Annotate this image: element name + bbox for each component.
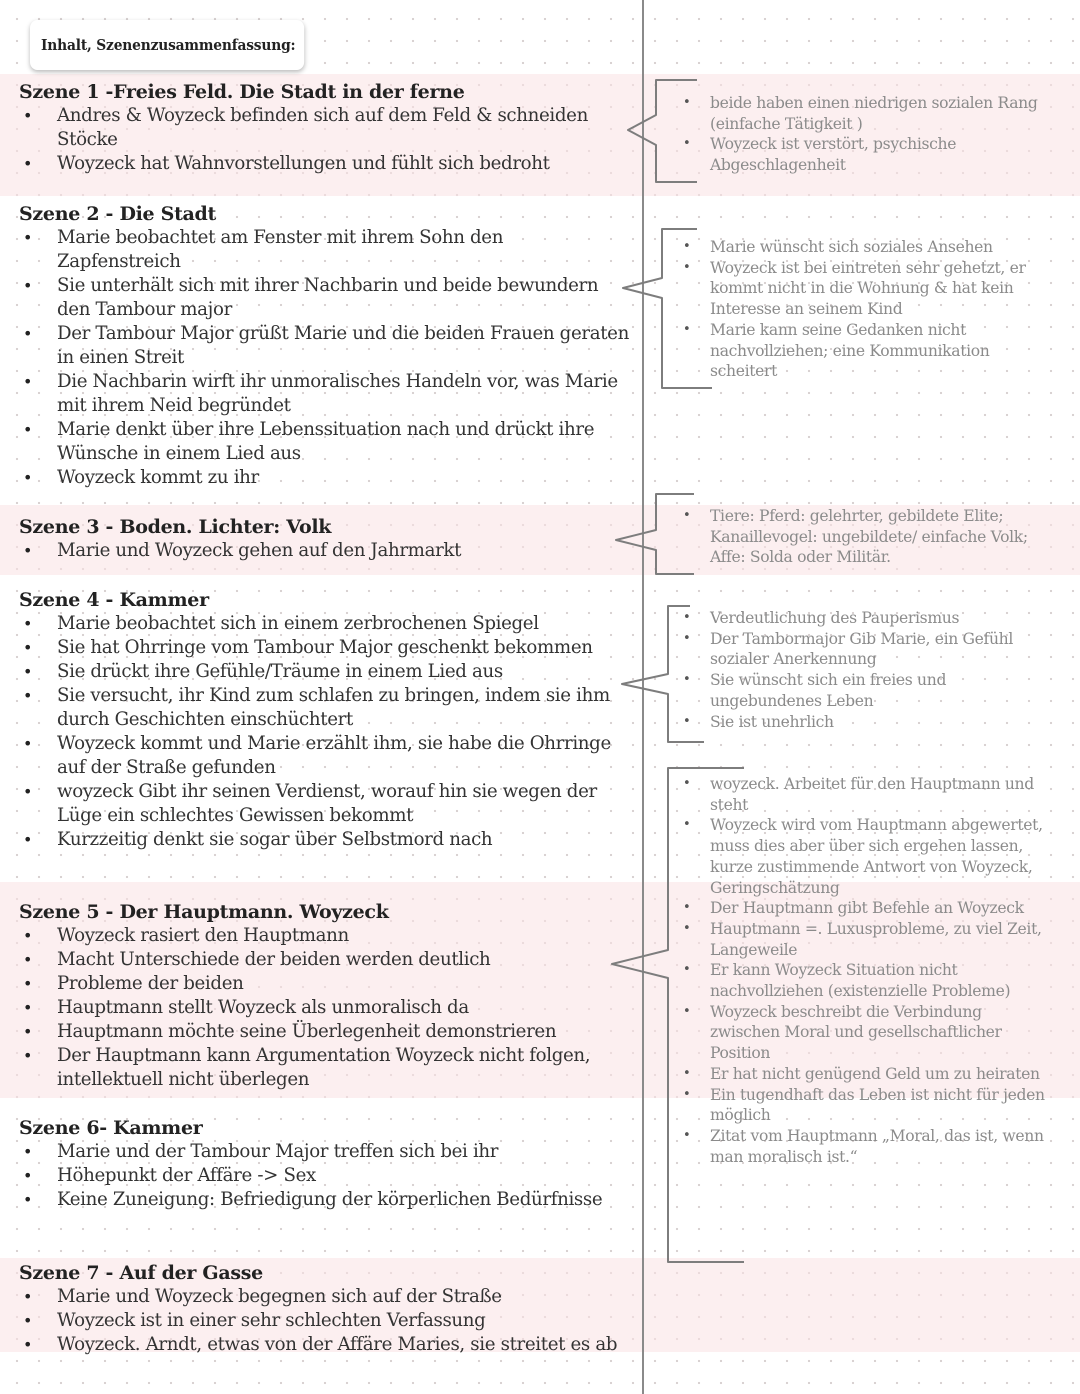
list-item: • woyzeck. Arbeitet für den Hauptmann und steht	[683, 774, 1055, 815]
list-item: • Sie drückt ihre Gefühle/Träume in einem Lied aus	[19, 660, 631, 684]
note-item-list	[683, 774, 1055, 1167]
note-scene-2	[683, 237, 1055, 382]
list-item: • Probleme der beiden	[19, 972, 631, 996]
list-item: • Woyzeck hat Wahnvorstellungen und fühlt sich bedroht	[19, 152, 631, 176]
list-item: • Er hat nicht genügend Geld um zu heiraten	[683, 1064, 1055, 1085]
list-item: • beide haben einen niedrigen sozialen Rang (einfache Tätigkeit )	[683, 93, 1055, 134]
list-item: • Der Hauptmann gibt Befehle an Woyzeck	[683, 898, 1055, 919]
scene-title: Szene 4 - Kammer	[19, 589, 209, 611]
list-item: • Woyzeck kommt und Marie erzählt ihm, sie habe die Ohrringe auf der Straße gefunden	[19, 732, 631, 780]
list-item: • Kurzzeitig denkt sie sogar über Selbstmord nach	[19, 828, 631, 852]
list-item: • Verdeutlichung des Pauperismus	[683, 608, 1055, 629]
list-item: • Keine Zuneigung: Befriedigung der körperlichen Bedürfnisse	[19, 1188, 631, 1212]
list-item: • Der Tambour Major grüßt Marie und die beiden Frauen geraten in einen Streit	[19, 322, 631, 370]
scene-title: Szene 5 - Der Hauptmann. Woyzeck	[19, 901, 389, 923]
list-item: • Tiere: Pferd: gelehrter, gebildete Elite; Kanaillevogel: ungebildete/ einfache Volk; Affe: Solda oder Militär.	[683, 506, 1055, 568]
list-item: • Zitat vom Hauptmann „Moral, das ist, wenn man moralisch ist.“	[683, 1126, 1055, 1167]
list-item: • Marie kann seine Gedanken nicht nachvollziehen; eine Kommunikation scheitert	[683, 320, 1055, 382]
note-item-list	[683, 93, 1055, 176]
list-item: • Woyzeck beschreibt die Verbindung zwischen Moral und gesellschaftlicher Position	[683, 1002, 1055, 1064]
scene-title: Szene 7 - Auf der Gasse	[19, 1262, 263, 1284]
list-item: • Der Hauptmann kann Argumentation Woyzeck nicht folgen, intellektuell nicht überlegen	[19, 1044, 631, 1092]
list-item: • Woyzeck ist bei eintreten sehr gehetzt, er kommt nicht in die Wohnung & hat kein Interesse an seinem Kind	[683, 258, 1055, 320]
list-item: • Woyzeck rasiert den Hauptmann	[19, 924, 631, 948]
note-item-list	[683, 506, 1055, 568]
note-scene-5	[683, 774, 1055, 1167]
list-item: • Hauptmann möchte seine Überlegenheit demonstrieren	[19, 1020, 631, 1044]
note-scene-4	[683, 608, 1055, 732]
list-item: • Woyzeck wird vom Hauptmann abgewertet, muss dies aber über sich ergehen lassen, kurze zustimmende Antwort von Woyzeck, Geringschätzung	[683, 815, 1055, 898]
note-item-list	[683, 237, 1055, 382]
note-scene-3	[683, 506, 1055, 568]
scene-title: Szene 6- Kammer	[19, 1117, 203, 1139]
list-item: • Sie hat Ohrringe vom Tambour Major geschenkt bekommen	[19, 636, 631, 660]
scene-title: Szene 3 - Boden. Lichter: Volk	[19, 516, 332, 538]
list-item: • Marie denkt über ihre Lebenssituation nach und drückt ihre Wünsche in einem Lied aus	[19, 418, 631, 466]
list-item: • Marie wünscht sich soziales Ansehen	[683, 237, 1055, 258]
list-item: • Sie ist unehrlich	[683, 712, 1055, 733]
list-item: • Sie versucht, ihr Kind zum schlafen zu bringen, indem sie ihm durch Geschichten einschüchtert	[19, 684, 631, 732]
scene-title: Szene 1 -Freies Feld. Die Stadt in der ferne	[19, 81, 465, 103]
list-item: • Hauptmann =. Luxusprobleme, zu viel Zeit, Langeweile	[683, 919, 1055, 960]
list-item: • Hauptmann stellt Woyzeck als unmoralisch da	[19, 996, 631, 1020]
list-item: • Woyzeck ist in einer sehr schlechten Verfassung	[19, 1309, 631, 1333]
list-item: • Ein tugendhaft das Leben ist nicht für jeden möglich	[683, 1085, 1055, 1126]
list-item: • Höhepunkt der Affäre -> Sex	[19, 1164, 631, 1188]
list-item: • Marie und Woyzeck gehen auf den Jahrmarkt	[19, 539, 631, 563]
list-item: • Marie beobachtet am Fenster mit ihrem Sohn den Zapfenstreich	[19, 226, 631, 274]
list-item: • Macht Unterschiede der beiden werden deutlich	[19, 948, 631, 972]
list-item: • Woyzeck. Arndt, etwas von der Affäre Maries, sie streitet es ab	[19, 1333, 631, 1357]
list-item: • Sie unterhält sich mit ihrer Nachbarin und beide bewundern den Tambour major	[19, 274, 631, 322]
list-item: • Woyzeck kommt zu ihr	[19, 466, 631, 490]
scene-title: Szene 2 - Die Stadt	[19, 203, 217, 225]
list-item: • Marie und der Tambour Major treffen sich bei ihr	[19, 1140, 631, 1164]
list-item: • Die Nachbarin wirft ihr unmoralisches Handeln vor, was Marie mit ihrem Neid begründet	[19, 370, 631, 418]
note-item-list	[683, 608, 1055, 732]
list-item: • Sie wünscht sich ein freies und ungebundenes Leben	[683, 670, 1055, 711]
list-item: • Woyzeck ist verstört, psychische Abgeschlagenheit	[683, 134, 1055, 175]
note-scene-1	[683, 93, 1055, 176]
list-item: • Marie beobachtet sich in einem zerbrochenen Spiegel	[19, 612, 631, 636]
page-title: Inhalt, Szenenzusammenfassung:	[30, 20, 304, 70]
list-item: • Andres & Woyzeck befinden sich auf dem Feld & schneiden Stöcke	[19, 104, 631, 152]
list-item: • Er kann Woyzeck Situation nicht nachvollziehen (existenzielle Probleme)	[683, 960, 1055, 1001]
list-item: • Der Tambormajor Gib Marie, ein Gefühl sozialer Anerkennung	[683, 629, 1055, 670]
list-item: • Marie und Woyzeck begegnen sich auf der Straße	[19, 1285, 631, 1309]
list-item: • woyzeck Gibt ihr seinen Verdienst, worauf hin sie wegen der Lüge ein schlechtes Gewissen bekommt	[19, 780, 631, 828]
